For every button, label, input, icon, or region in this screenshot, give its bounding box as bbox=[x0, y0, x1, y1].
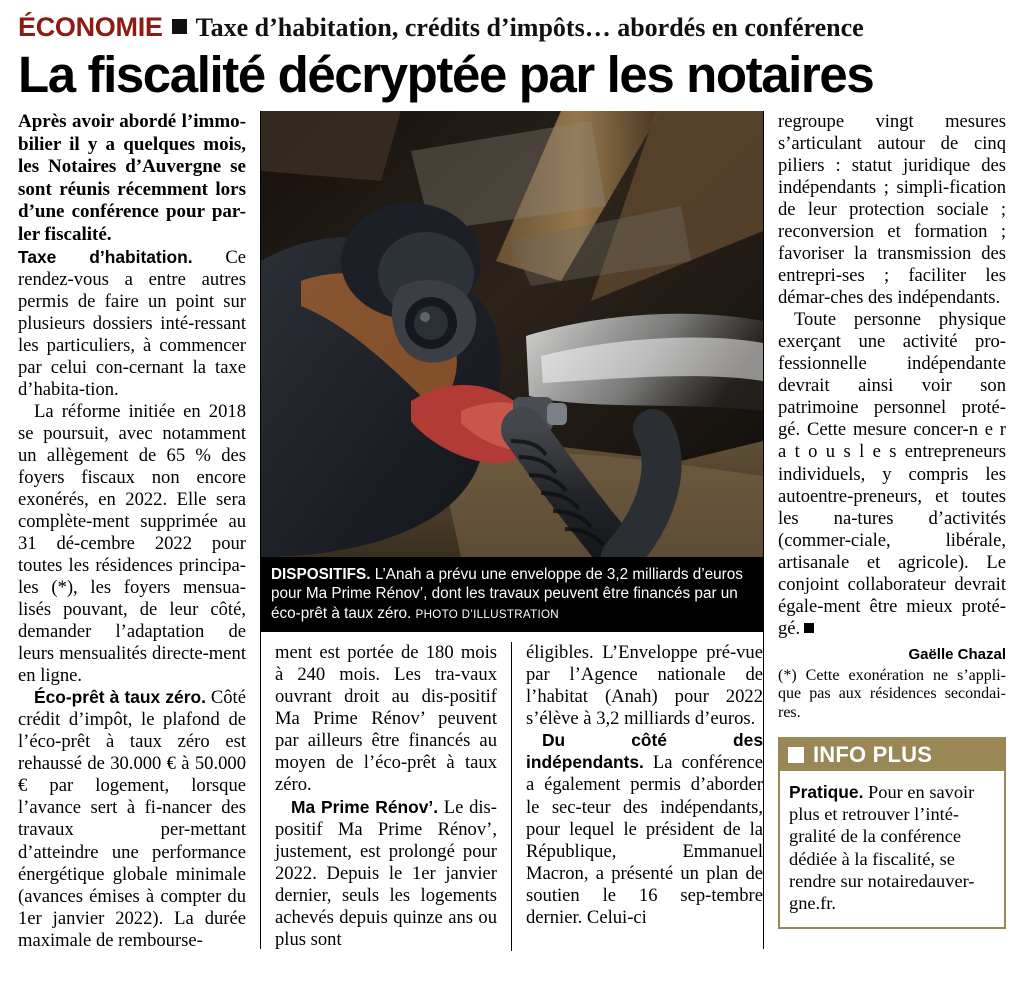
info-plus-text: Pour en savoir plus et retrouver l’inté-gralité de la conférence dédiée à la fiscalité, se rendre sur notairedauver-gne.fr. bbox=[789, 781, 975, 914]
paragraph-lead-in: Taxe d’habitation. bbox=[18, 246, 193, 267]
paragraph-ma-prime-renov bbox=[275, 797, 497, 951]
paragraph-eco-pret bbox=[18, 687, 246, 951]
kicker-headline-text: Taxe d’habitation, crédits d’impôts… abordés en conférence bbox=[195, 13, 864, 42]
square-bullet-icon bbox=[788, 747, 804, 763]
paragraph-taxe-habitation bbox=[18, 247, 246, 401]
photo-isolation-combles bbox=[261, 111, 763, 557]
paragraph-text: La conférence a également permis d’aborder le sec-teur des indépendants, pour lequel le président de la République, Emmanuel Macron, a présenté un plan de soutien le 16 sep-tembre dernier. Celui-ci bbox=[526, 752, 763, 928]
article-column-1 bbox=[18, 111, 261, 949]
paragraph-independants bbox=[526, 730, 763, 928]
paragraph-text: Le dis-positif Ma Prime Rénov’, justement, est prolongé pour 2022. Depuis le 1er janvier dernier, seuls les logements achevés depuis quinze ans ou plus sont bbox=[275, 796, 497, 950]
article-column-4 bbox=[763, 111, 1006, 949]
article-columns bbox=[18, 111, 1006, 949]
photo-credit: PHOTO D’ILLUSTRATION bbox=[415, 607, 559, 621]
paragraph-text: Toute personne physique exerçant une activité pro-fessionnelle indépendante devrait ainsi voir son patrimoine personnel proté-gé. Cette mesure concer-n e r a t o u s l e s entrepreneurs individuels, y compris les autoentre-preneurs, et toutes les na-tures d’activités (commer-ciale, libérale, artisanale et agricole). Le conjoint collaborateur devrait égale-ment être mieux proté-gé. bbox=[778, 309, 1006, 639]
info-plus-box bbox=[778, 737, 1006, 929]
page-title: La fiscalité décryptée par les notaires bbox=[18, 46, 874, 103]
footnote: (*) Cette exonération ne s’appli-que pas aux résidences secondai-res. bbox=[778, 666, 1006, 722]
square-bullet-icon bbox=[172, 19, 187, 34]
info-plus-lead: Pratique. bbox=[789, 781, 864, 802]
info-plus-title: INFO PLUS bbox=[813, 741, 933, 767]
article-column-3 bbox=[512, 642, 763, 950]
paragraph-patrimoine bbox=[778, 309, 1006, 639]
paragraph-duree-remboursement: ment est portée de 180 mois à 240 mois. Les tra-vaux ouvrant droit au dis-positif Ma Prime Rénov’ peuvent par ailleurs être financés au moyen de l’éco-prêt à taux zéro. bbox=[275, 642, 497, 796]
paragraph-vingt-mesures: regroupe vingt mesures s’articulant autour de cinq piliers : statut juridique des indépendants ; simpli-fication de leur protection sociale ; reconversion et formation ; favoriser la transmission des entrepri-ses ; faciliter les démar-ches des indépendants. bbox=[778, 111, 1006, 309]
standfirst: Après avoir abordé l’immo-bilier il y a quelques mois, les Notaires d’Auvergne se sont réunis récemment lors d’une conférence pour par-ler fiscalité. bbox=[18, 111, 246, 246]
info-plus-body bbox=[780, 771, 1004, 927]
info-plus-header bbox=[780, 739, 1004, 771]
photo-block bbox=[261, 111, 763, 632]
kicker bbox=[18, 14, 1006, 41]
paragraph-text: Ce rendez-vous a entre autres permis de faire un point sur plusieurs dossiers inté-ressant les particuliers, à commencer par celui con-cernant la taxe d’habita-tion. bbox=[18, 246, 246, 400]
paragraph-reforme: La réforme initiée en 2018 se poursuit, avec notamment un allègement de 65 % des foyers fiscaux non encore exonérés, en 2022. Elle sera complète-ment supprimée au 31 dé-cembre 2022 pour toutes les résidences principa-les (*), les foyers mensua-lisés pouvant, de leur côté, demander l’adaptation de leurs mensualités directe-ment en ligne. bbox=[18, 400, 246, 687]
photo-caption bbox=[261, 557, 763, 632]
kicker-section-label: ÉCONOMIE bbox=[18, 12, 163, 42]
caption-lead: DISPOSITIFS. bbox=[271, 566, 371, 584]
paragraph-lead-in: Du côté des indépendants. bbox=[526, 730, 763, 773]
article-middle-block bbox=[261, 111, 763, 949]
end-of-article-square-icon bbox=[804, 623, 814, 633]
article-column-2 bbox=[261, 642, 512, 950]
under-photo-columns bbox=[261, 642, 763, 950]
paragraph-lead-in: Ma Prime Rénov’. bbox=[291, 796, 439, 817]
paragraph-eligibilite: éligibles. L’Enveloppe pré-vue par l’Agence nationale de l’habitat (Anah) pour 2022 s’élève à 3,2 milliards d’euros. bbox=[526, 642, 763, 730]
caption-text: L’Anah a prévu une enveloppe de 3,2 milliards d’euros pour Ma Prime Rénov’, dont les travaux peuvent être financés par un éco-prêt à taux zéro. bbox=[271, 566, 743, 622]
byline: Gaëlle Chazal bbox=[908, 645, 1006, 663]
paragraph-text: Côté crédit d’impôt, le plafond de l’éco-prêt à taux zéro est rehaussé de 30.000 € à 50.000 € par logement, lorsque l’avance sert à fi-nancer des travaux per-mettant d’atteindre une performance énergétique globale minimale (avances émises à compter du 1er janvier 2022). La durée maximale de rembourse- bbox=[18, 687, 246, 951]
paragraph-lead-in: Éco-prêt à taux zéro. bbox=[34, 687, 206, 708]
